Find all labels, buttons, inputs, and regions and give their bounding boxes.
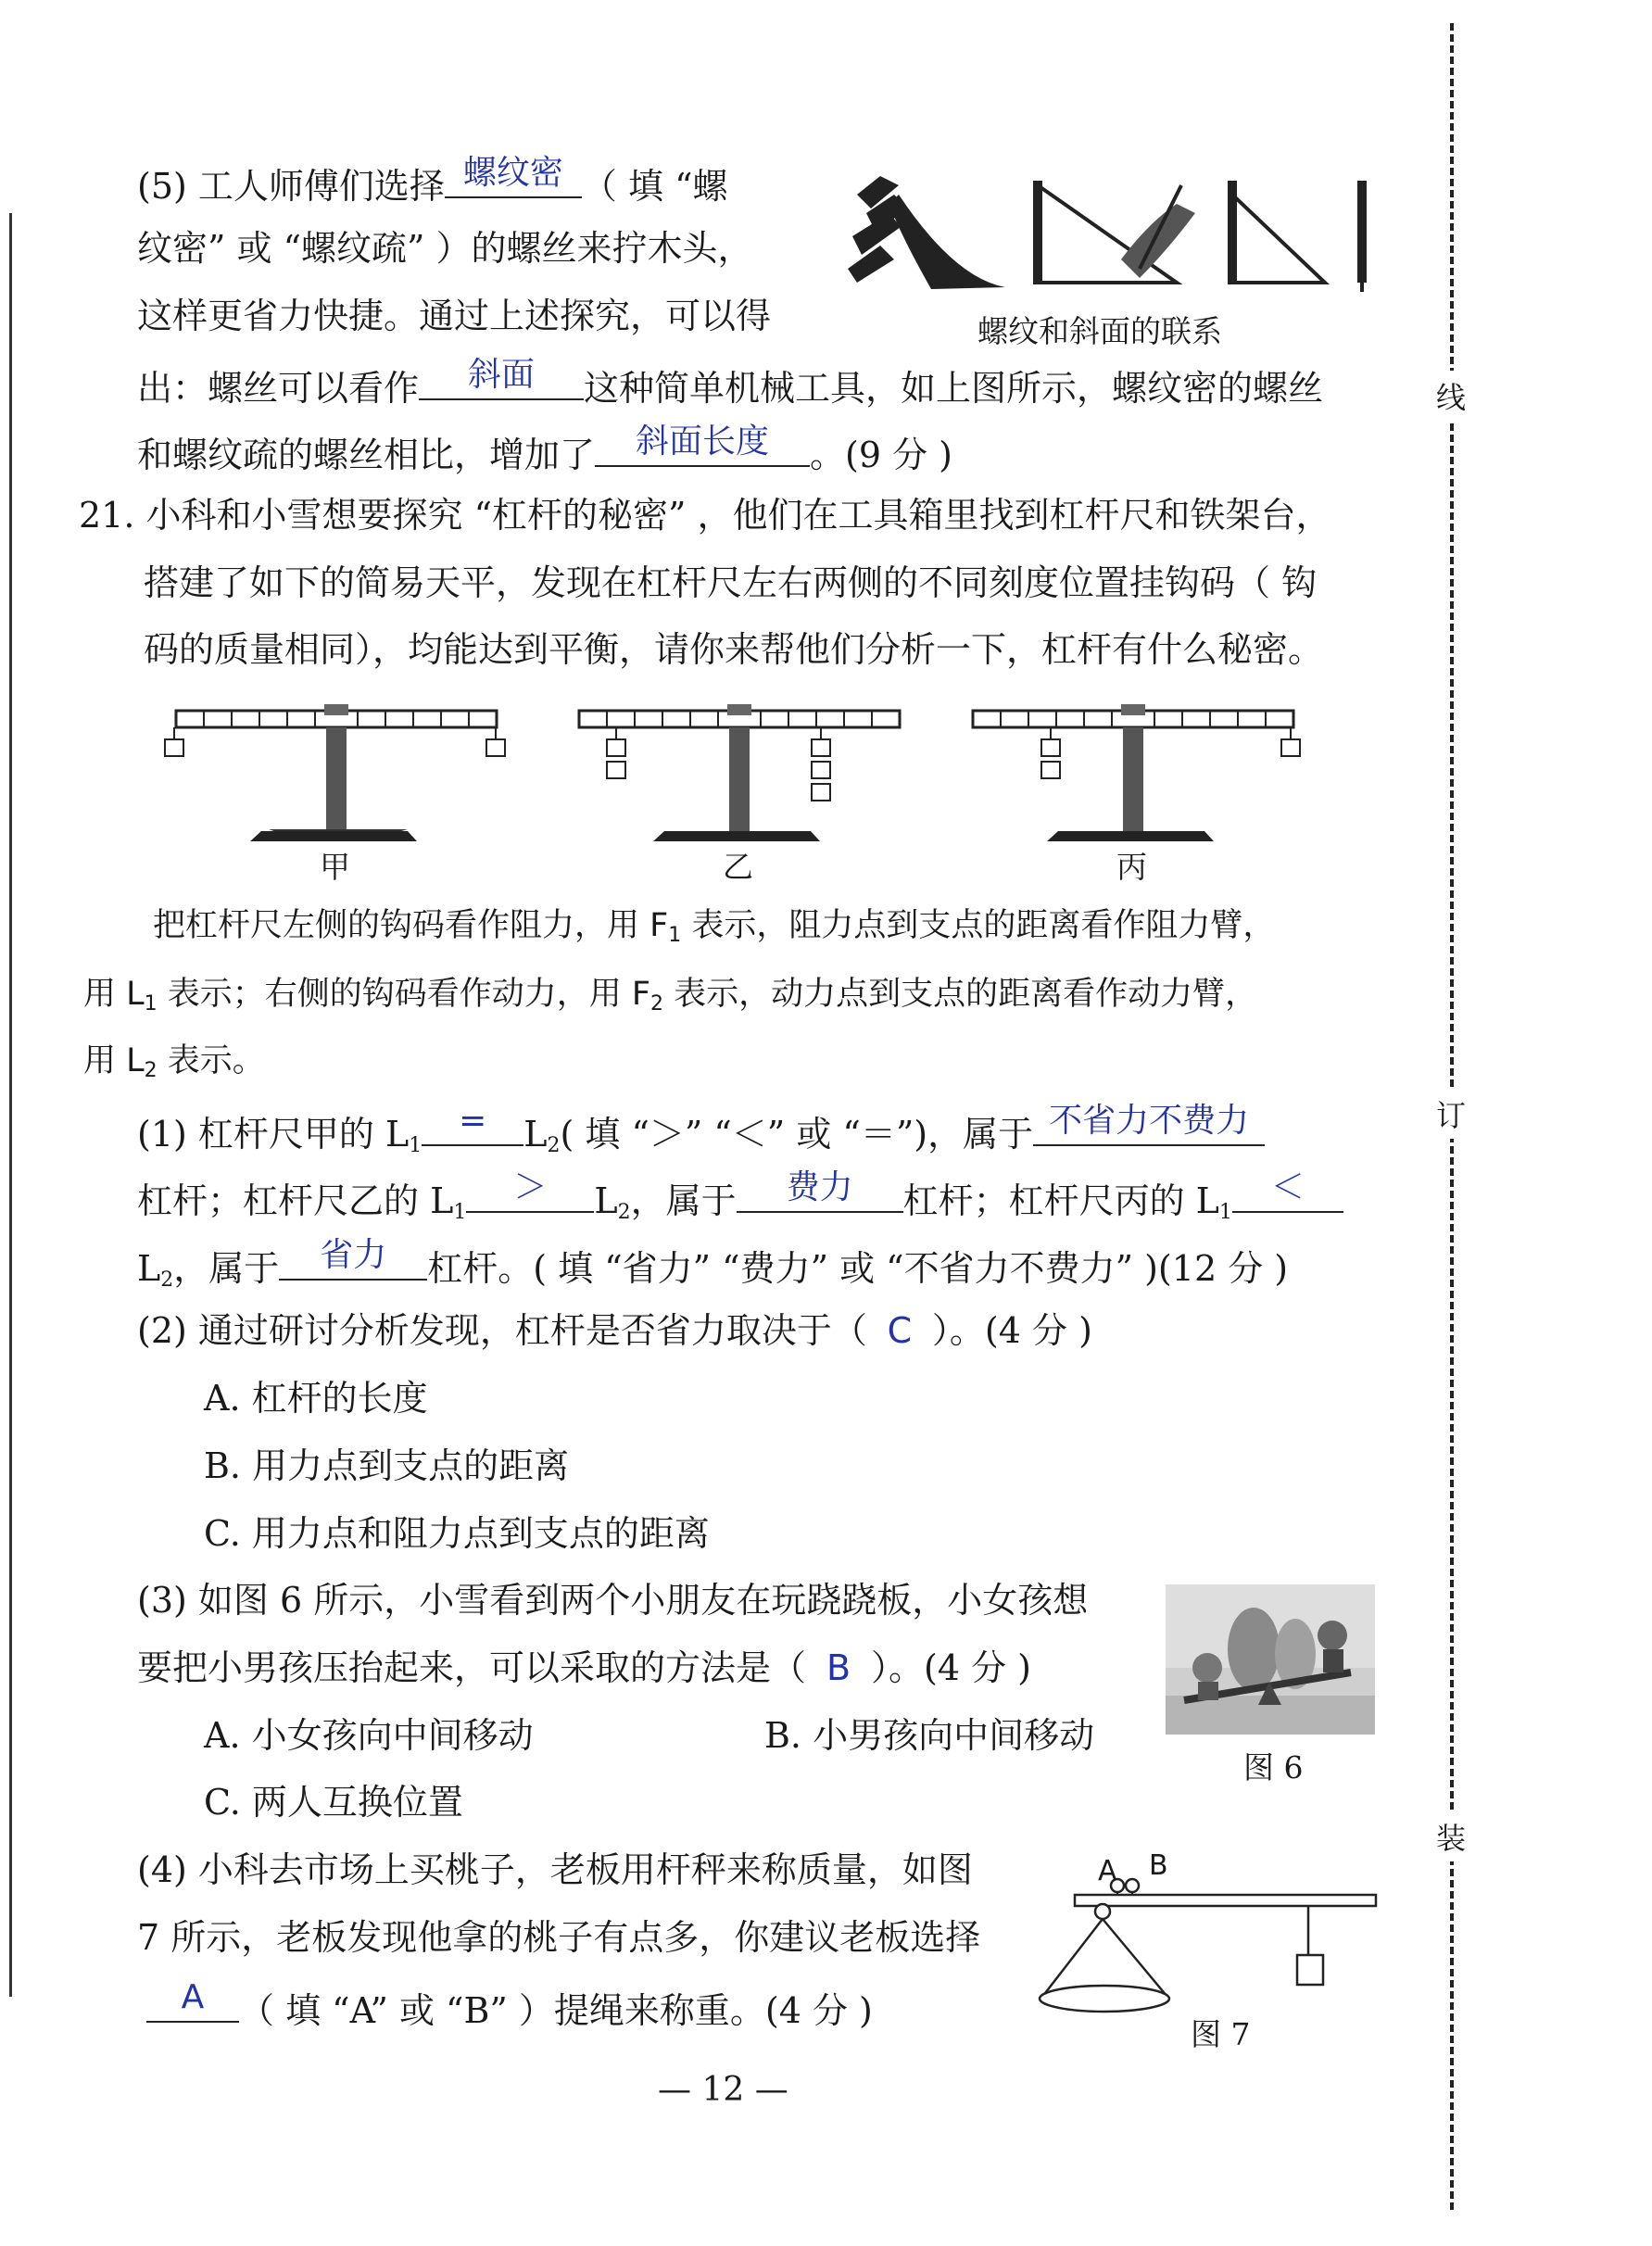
- definition-line2: 用 $L_1$ 表示；右侧的钩码看作动力，用 $F_2$ 表示，动力点到支点的距离看作动力臂，: [83, 976, 1258, 1016]
- balance-yi: [579, 704, 900, 841]
- binding-char-zhuang: 装: [1436, 1811, 1466, 1861]
- balance-label-jia: 甲: [320, 849, 350, 885]
- p4-line2: 7 所示，老板发现他拿的桃子有点多，你建议老板选择: [137, 1917, 981, 1958]
- answer-p3: B: [826, 1647, 851, 1688]
- answer-p4: A: [181, 1978, 205, 2016]
- answer-p2: C: [887, 1310, 913, 1351]
- binding-char-xian: 线: [1436, 371, 1466, 421]
- answer-3: 斜面长度: [636, 423, 770, 461]
- definition-line1: 把杠杆尺左侧的钩码看作阻力，用 $F_1$ 表示，阻力点到支点的距离看作阻力臂，: [153, 907, 1276, 947]
- q21-line3: 码的质量相同），均能达到平衡，请你来帮他们分析一下，杠杆有什么秘密。: [144, 629, 1324, 670]
- p2-option-b: B. 用力点到支点的距离: [204, 1445, 570, 1486]
- binding-char-ding: 订: [1436, 1089, 1466, 1139]
- q20-5-line3: 这样更省力快捷。通过上述探究，可以得: [137, 296, 772, 336]
- q21-line1: 21. 小科和小雪想要探究 “杠杆的秘密” ，他们在工具箱里找到杠杆尺和铁架台，: [79, 495, 1331, 536]
- p3-line2: 要把小男孩压抬起来，可以采取的方法是（ B ）。(4 分 ): [137, 1647, 1032, 1688]
- balance-jia: [165, 704, 505, 841]
- balance-label-bing: 丙: [1116, 849, 1147, 885]
- q20-5-line4: 出：螺丝可以看作 斜面 这种简单机械工具，如上图所示，螺纹密的螺丝: [137, 356, 1324, 409]
- p3-line1: (3) 如图 6 所示，小雪看到两个小朋友在玩跷跷板，小女孩想: [137, 1580, 1089, 1621]
- answer-1: 螺纹密: [462, 154, 563, 192]
- p1-line3: $L_2$，属于 省力 杠杆。( 填 “省力” “费力” 或 “不省力不费力” )(12 分 ): [137, 1236, 1289, 1292]
- p3-option-a: A. 小女孩向中间移动: [204, 1715, 534, 1756]
- p4-line3: A （ 填 “A” 或 “B” ）提绳来称重。(4 分 ): [146, 1984, 873, 2032]
- p2-question: (2) 通过研讨分析发现，杠杆是否省力取决于（ C ）。(4 分 ): [137, 1310, 1092, 1351]
- answer-p1-4: 费力: [786, 1168, 853, 1206]
- balance-bing: [973, 704, 1300, 841]
- steelyard-label-a: A: [1098, 1855, 1117, 1887]
- q20-5-line1: (5) 工人师傅们选择 螺纹密 （ 填 “螺: [137, 154, 728, 207]
- answer-p1-5: ＜: [1270, 1168, 1305, 1206]
- balance-label-yi: 乙: [723, 849, 753, 885]
- p2-option-a: A. 杠杆的长度: [204, 1378, 428, 1419]
- p3-option-b: B. 小男孩向中间移动: [764, 1715, 1095, 1756]
- page-number: — 12 —: [658, 2071, 788, 2109]
- answer-p1-3: ＞: [513, 1168, 548, 1206]
- p1-line1: (1) 杠杆尺甲的 $L_1$ = $L_2$( 填 “＞” “＜” 或 “＝”)，属于 不省力不费力: [137, 1107, 1265, 1167]
- figure-6-caption: 图 6: [1243, 1749, 1304, 1785]
- steelyard-label-b: B: [1149, 1849, 1168, 1882]
- answer-p1-1: =: [459, 1102, 487, 1140]
- figure-7-caption: 图 7: [1191, 2016, 1251, 2052]
- definition-line3: 用 $L_2$ 表示。: [83, 1042, 265, 1082]
- screw-incline-figure: [843, 167, 1390, 297]
- answer-p1-2: 不省力不费力: [1049, 1102, 1250, 1140]
- p2-option-c: C. 用力点和阻力点到支点的距离: [204, 1513, 710, 1554]
- q20-5-line5: 和螺纹疏的螺丝相比，增加了 斜面长度 。(9 分 ): [137, 423, 953, 475]
- steelyard-figure: [1028, 1839, 1381, 2020]
- answer-p1-6: 省力: [320, 1236, 387, 1274]
- p1-line2: 杠杆；杠杆尺乙的 $L_1$ ＞ $L_2$，属于 费力 杠杆；杠杆尺丙的 $L_1$ ＜: [137, 1174, 1343, 1234]
- q20-5-line2: 纹密” 或 “螺纹疏” ）的螺丝来拧木头，: [137, 228, 753, 269]
- seesaw-photo: [1166, 1584, 1375, 1735]
- q21-line2: 搭建了如下的简易天平，发现在杠杆尺左右两侧的不同刻度位置挂钩码（ 钩: [144, 562, 1318, 603]
- answer-2: 斜面: [468, 356, 536, 394]
- p3-option-c: C. 两人互换位置: [204, 1782, 463, 1823]
- p4-line1: (4) 小科去市场上买桃子，老板用杆秤来称质量，如图: [137, 1849, 973, 1890]
- left-margin-rule: [9, 213, 12, 1997]
- figure-caption-screw: 螺纹和斜面的联系: [977, 313, 1222, 349]
